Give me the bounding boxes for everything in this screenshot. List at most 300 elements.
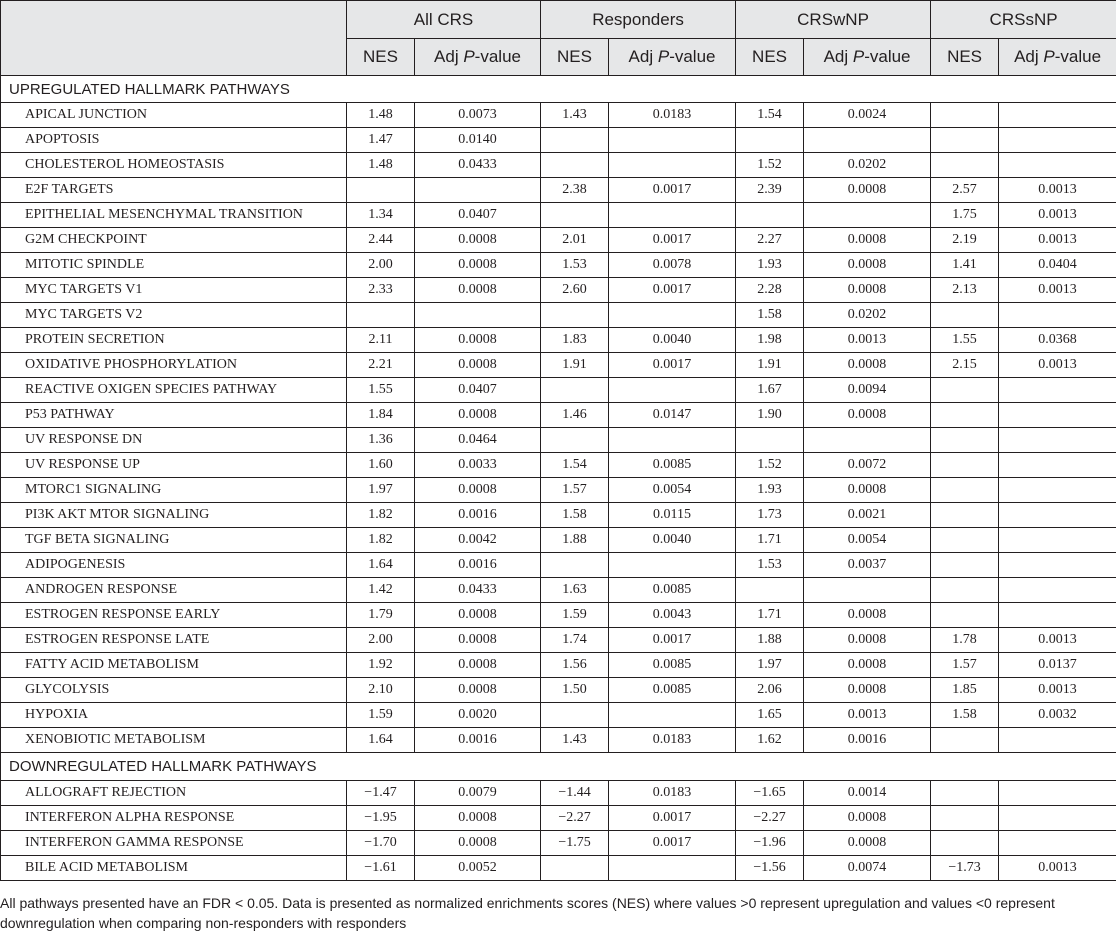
nes-cell — [931, 553, 999, 578]
adj-p-value-cell: 0.0008 — [415, 278, 541, 303]
adj-p-value-cell: 0.0013 — [999, 353, 1116, 378]
pathway-name: HYPOXIA — [1, 703, 347, 728]
pathway-name: CHOLESTEROL HOMEOSTASIS — [1, 153, 347, 178]
nes-cell — [736, 428, 804, 453]
nes-cell: 1.73 — [736, 503, 804, 528]
nes-cell — [931, 128, 999, 153]
adj-p-value-cell: 0.0016 — [415, 553, 541, 578]
group-header-crswnp: CRSwNP — [736, 1, 931, 39]
nes-cell: −2.27 — [736, 806, 804, 831]
adj-p-value-cell — [999, 578, 1116, 603]
adj-p-value-cell: 0.0013 — [999, 203, 1116, 228]
nes-cell: 1.53 — [736, 553, 804, 578]
table-row — [1, 628, 1116, 653]
nes-cell: 2.21 — [347, 353, 415, 378]
adj-p-value-cell — [609, 428, 736, 453]
nes-cell — [931, 478, 999, 503]
table-row — [1, 553, 1116, 578]
group-header-responders: Responders — [541, 1, 736, 39]
nes-cell — [931, 781, 999, 806]
adj-p-value-cell: 0.0017 — [609, 806, 736, 831]
adj-p-value-cell — [999, 528, 1116, 553]
pathway-name: APOPTOSIS — [1, 128, 347, 153]
pathway-name: EPITHELIAL MESENCHYMAL TRANSITION — [1, 203, 347, 228]
adj-p-value-cell: 0.0085 — [609, 578, 736, 603]
nes-cell: 1.88 — [541, 528, 609, 553]
nes-cell — [931, 153, 999, 178]
subheader-nes: NES — [541, 39, 609, 76]
adj-p-value-cell: 0.0008 — [415, 403, 541, 428]
subheader-adj-p-value — [999, 39, 1116, 76]
nes-cell: 2.44 — [347, 228, 415, 253]
nes-cell — [541, 703, 609, 728]
adj-p-value-cell: 0.0085 — [609, 653, 736, 678]
nes-cell: −1.73 — [931, 856, 999, 881]
adj-p-value-cell: 0.0079 — [415, 781, 541, 806]
subheader-adj-prefix: Adj — [823, 47, 853, 66]
adj-p-value-cell: 0.0013 — [999, 856, 1116, 881]
nes-cell: −2.27 — [541, 806, 609, 831]
adj-p-value-cell: 0.0183 — [609, 781, 736, 806]
nes-cell — [541, 553, 609, 578]
nes-cell — [347, 303, 415, 328]
nes-cell: −1.70 — [347, 831, 415, 856]
adj-p-value-cell: 0.0042 — [415, 528, 541, 553]
pathway-name: OXIDATIVE PHOSPHORYLATION — [1, 353, 347, 378]
adj-p-value-cell: 0.0013 — [999, 228, 1116, 253]
adj-p-value-cell: 0.0085 — [609, 453, 736, 478]
pathway-name: PI3K AKT MTOR SIGNALING — [1, 503, 347, 528]
subheader-adj-suffix: -value — [669, 47, 716, 66]
section-title: DOWNREGULATED HALLMARK PATHWAYS — [1, 753, 1116, 781]
pathway-name: E2F TARGETS — [1, 178, 347, 203]
adj-p-value-cell — [804, 203, 931, 228]
pathway-name: ALLOGRAFT REJECTION — [1, 781, 347, 806]
nes-cell: 1.82 — [347, 503, 415, 528]
subheader-adj-italic: P — [852, 47, 865, 66]
nes-cell: 1.63 — [541, 578, 609, 603]
nes-cell: 1.75 — [931, 203, 999, 228]
nes-cell: 1.58 — [931, 703, 999, 728]
table-row — [1, 103, 1116, 128]
nes-cell: 1.54 — [736, 103, 804, 128]
pathway-name: ESTROGEN RESPONSE LATE — [1, 628, 347, 653]
nes-cell: 2.11 — [347, 328, 415, 353]
nes-cell: 2.28 — [736, 278, 804, 303]
pathway-name: INTERFERON ALPHA RESPONSE — [1, 806, 347, 831]
adj-p-value-cell: 0.0052 — [415, 856, 541, 881]
section-header-row — [1, 76, 1116, 103]
adj-p-value-cell: 0.0073 — [415, 103, 541, 128]
nes-cell — [541, 856, 609, 881]
nes-cell: 2.27 — [736, 228, 804, 253]
adj-p-value-cell: 0.0140 — [415, 128, 541, 153]
adj-p-value-cell: 0.0016 — [415, 728, 541, 753]
adj-p-value-cell — [609, 203, 736, 228]
adj-p-value-cell: 0.0008 — [415, 678, 541, 703]
section-title: UPREGULATED HALLMARK PATHWAYS — [1, 76, 1116, 103]
adj-p-value-cell: 0.0016 — [415, 503, 541, 528]
adj-p-value-cell: 0.0040 — [609, 528, 736, 553]
adj-p-value-cell: 0.0464 — [415, 428, 541, 453]
nes-cell: 1.88 — [736, 628, 804, 653]
adj-p-value-cell: 0.0017 — [609, 228, 736, 253]
adj-p-value-cell: 0.0017 — [609, 178, 736, 203]
nes-cell: 1.71 — [736, 528, 804, 553]
nes-cell: 2.00 — [347, 253, 415, 278]
table-row — [1, 728, 1116, 753]
nes-cell: 1.48 — [347, 103, 415, 128]
nes-cell — [347, 178, 415, 203]
nes-cell — [931, 806, 999, 831]
subheader-adj-suffix: -value — [1054, 47, 1102, 66]
adj-p-value-cell — [999, 553, 1116, 578]
table-row — [1, 478, 1116, 503]
pathway-name: BILE ACID METABOLISM — [1, 856, 347, 881]
pathway-name: INTERFERON GAMMA RESPONSE — [1, 831, 347, 856]
adj-p-value-cell: 0.0054 — [804, 528, 931, 553]
adj-p-value-cell — [609, 303, 736, 328]
adj-p-value-cell: 0.0008 — [804, 603, 931, 628]
pathway-name: XENOBIOTIC METABOLISM — [1, 728, 347, 753]
pathway-name: TGF BETA SIGNALING — [1, 528, 347, 553]
nes-cell: −1.61 — [347, 856, 415, 881]
adj-p-value-cell: 0.0008 — [804, 353, 931, 378]
adj-p-value-cell: 0.0008 — [804, 228, 931, 253]
adj-p-value-cell: 0.0147 — [609, 403, 736, 428]
table-header — [1, 1, 1116, 76]
nes-cell — [541, 128, 609, 153]
nes-cell: 1.64 — [347, 553, 415, 578]
adj-p-value-cell: 0.0008 — [804, 278, 931, 303]
adj-p-value-cell — [999, 478, 1116, 503]
nes-cell — [931, 378, 999, 403]
adj-p-value-cell — [999, 781, 1116, 806]
subheader-adj-prefix: Adj — [434, 47, 464, 66]
nes-cell: 1.82 — [347, 528, 415, 553]
adj-p-value-cell — [609, 703, 736, 728]
nes-cell: 1.52 — [736, 453, 804, 478]
nes-cell: 2.57 — [931, 178, 999, 203]
adj-p-value-cell: 0.0017 — [609, 353, 736, 378]
nes-cell: 1.57 — [931, 653, 999, 678]
adj-p-value-cell: 0.0072 — [804, 453, 931, 478]
adj-p-value-cell: 0.0017 — [609, 628, 736, 653]
nes-cell: 1.65 — [736, 703, 804, 728]
adj-p-value-cell: 0.0008 — [415, 831, 541, 856]
table-row — [1, 278, 1116, 303]
nes-cell: 1.90 — [736, 403, 804, 428]
group-header-row — [1, 1, 1116, 39]
nes-cell: 2.15 — [931, 353, 999, 378]
adj-p-value-cell: 0.0037 — [804, 553, 931, 578]
adj-p-value-cell: 0.0404 — [999, 253, 1116, 278]
adj-p-value-cell: 0.0008 — [415, 806, 541, 831]
nes-cell — [931, 103, 999, 128]
nes-cell: 1.55 — [347, 378, 415, 403]
nes-cell: 1.92 — [347, 653, 415, 678]
pathway-name: FATTY ACID METABOLISM — [1, 653, 347, 678]
subheader-adj-italic: P — [463, 47, 475, 66]
subheader-nes: NES — [931, 39, 999, 76]
nes-cell: −1.75 — [541, 831, 609, 856]
nes-cell — [931, 403, 999, 428]
adj-p-value-cell: 0.0017 — [609, 831, 736, 856]
table-row — [1, 653, 1116, 678]
nes-cell: 1.74 — [541, 628, 609, 653]
nes-cell: 2.60 — [541, 278, 609, 303]
adj-p-value-cell: 0.0202 — [804, 153, 931, 178]
nes-cell: 1.97 — [347, 478, 415, 503]
nes-cell: 1.64 — [347, 728, 415, 753]
adj-p-value-cell — [999, 428, 1116, 453]
table-footnote: All pathways presented have an FDR < 0.05. Data is presented as normalized enrichments scores (NES) where values >0 represent upregulation and values <0 represent downregulation when comparing non-responders with responders — [0, 895, 1055, 931]
nes-cell: 2.10 — [347, 678, 415, 703]
nes-cell — [736, 128, 804, 153]
table-row — [1, 228, 1116, 253]
nes-cell: 2.06 — [736, 678, 804, 703]
adj-p-value-cell: 0.0013 — [804, 328, 931, 353]
nes-cell: 2.39 — [736, 178, 804, 203]
table-body — [1, 76, 1116, 881]
nes-cell: 1.62 — [736, 728, 804, 753]
adj-p-value-cell: 0.0085 — [609, 678, 736, 703]
adj-p-value-cell: 0.0433 — [415, 153, 541, 178]
adj-p-value-cell — [999, 128, 1116, 153]
nes-cell: 1.93 — [736, 478, 804, 503]
nes-cell — [931, 831, 999, 856]
nes-cell — [931, 303, 999, 328]
adj-p-value-cell: 0.0008 — [415, 653, 541, 678]
nes-cell — [931, 528, 999, 553]
pathway-name: ANDROGEN RESPONSE — [1, 578, 347, 603]
adj-p-value-cell: 0.0094 — [804, 378, 931, 403]
adj-p-value-cell — [804, 428, 931, 453]
subheader-adj-prefix: Adj — [628, 47, 658, 66]
nes-cell — [541, 203, 609, 228]
nes-cell: 1.52 — [736, 153, 804, 178]
table-row — [1, 128, 1116, 153]
subheader-adj-italic: P — [657, 47, 670, 66]
adj-p-value-cell: 0.0016 — [804, 728, 931, 753]
pathway-name: UV RESPONSE DN — [1, 428, 347, 453]
table-row — [1, 203, 1116, 228]
adj-p-value-cell: 0.0008 — [415, 328, 541, 353]
pathway-name: MYC TARGETS V2 — [1, 303, 347, 328]
adj-p-value-cell: 0.0008 — [415, 353, 541, 378]
table-row — [1, 781, 1116, 806]
nes-cell: 2.01 — [541, 228, 609, 253]
table-row — [1, 578, 1116, 603]
adj-p-value-cell — [999, 103, 1116, 128]
pathway-name: MTORC1 SIGNALING — [1, 478, 347, 503]
pathway-name: ADIPOGENESIS — [1, 553, 347, 578]
pathway-name: PROTEIN SECRETION — [1, 328, 347, 353]
nes-cell: 1.55 — [931, 328, 999, 353]
section-header-row — [1, 753, 1116, 781]
adj-p-value-cell: 0.0368 — [999, 328, 1116, 353]
pathway-name: P53 PATHWAY — [1, 403, 347, 428]
adj-p-value-cell: 0.0021 — [804, 503, 931, 528]
table-row — [1, 831, 1116, 856]
adj-p-value-cell: 0.0054 — [609, 478, 736, 503]
nes-cell: 1.58 — [541, 503, 609, 528]
nes-cell: 1.67 — [736, 378, 804, 403]
nes-cell: 1.56 — [541, 653, 609, 678]
adj-p-value-cell: 0.0008 — [804, 253, 931, 278]
nes-cell — [736, 203, 804, 228]
subheader-adj-p-value — [609, 39, 736, 76]
table-row — [1, 428, 1116, 453]
pathway-name: MYC TARGETS V1 — [1, 278, 347, 303]
adj-p-value-cell — [804, 578, 931, 603]
table-row — [1, 806, 1116, 831]
adj-p-value-cell — [609, 553, 736, 578]
adj-p-value-cell: 0.0008 — [804, 653, 931, 678]
adj-p-value-cell — [609, 153, 736, 178]
nes-cell — [931, 728, 999, 753]
adj-p-value-cell: 0.0008 — [415, 603, 541, 628]
table-row — [1, 603, 1116, 628]
adj-p-value-cell: 0.0137 — [999, 653, 1116, 678]
nes-cell: 1.53 — [541, 253, 609, 278]
nes-cell: −1.56 — [736, 856, 804, 881]
table-row — [1, 678, 1116, 703]
adj-p-value-cell: 0.0008 — [804, 403, 931, 428]
adj-p-value-cell — [999, 603, 1116, 628]
adj-p-value-cell: 0.0008 — [415, 478, 541, 503]
adj-p-value-cell: 0.0043 — [609, 603, 736, 628]
nes-cell: 2.38 — [541, 178, 609, 203]
adj-p-value-cell: 0.0017 — [609, 278, 736, 303]
adj-p-value-cell: 0.0008 — [415, 228, 541, 253]
nes-cell: 1.50 — [541, 678, 609, 703]
adj-p-value-cell: 0.0008 — [804, 478, 931, 503]
table-row — [1, 503, 1116, 528]
adj-p-value-cell: 0.0008 — [804, 678, 931, 703]
nes-cell: 1.93 — [736, 253, 804, 278]
adj-p-value-cell — [804, 128, 931, 153]
table-row — [1, 153, 1116, 178]
adj-p-value-cell: 0.0407 — [415, 378, 541, 403]
adj-p-value-cell: 0.0008 — [415, 253, 541, 278]
adj-p-value-cell: 0.0008 — [804, 831, 931, 856]
pathway-name: ESTROGEN RESPONSE EARLY — [1, 603, 347, 628]
nes-cell: 1.60 — [347, 453, 415, 478]
table-row — [1, 303, 1116, 328]
adj-p-value-cell — [415, 303, 541, 328]
adj-p-value-cell — [609, 378, 736, 403]
nes-cell: 1.85 — [931, 678, 999, 703]
adj-p-value-cell: 0.0078 — [609, 253, 736, 278]
nes-cell: −1.95 — [347, 806, 415, 831]
adj-p-value-cell — [999, 378, 1116, 403]
adj-p-value-cell: 0.0013 — [999, 678, 1116, 703]
adj-p-value-cell — [999, 403, 1116, 428]
adj-p-value-cell: 0.0183 — [609, 728, 736, 753]
nes-cell: 1.83 — [541, 328, 609, 353]
group-header-crssnp: CRSsNP — [931, 1, 1116, 39]
adj-p-value-cell: 0.0040 — [609, 328, 736, 353]
adj-p-value-cell: 0.0202 — [804, 303, 931, 328]
adj-p-value-cell — [999, 806, 1116, 831]
subheader-adj-italic: P — [1043, 47, 1055, 66]
subheader-adj-prefix: Adj — [1014, 47, 1044, 66]
subheader-adj-p-value — [415, 39, 541, 76]
nes-cell — [541, 378, 609, 403]
nes-cell: 2.13 — [931, 278, 999, 303]
nes-cell: 1.97 — [736, 653, 804, 678]
adj-p-value-cell: 0.0074 — [804, 856, 931, 881]
nes-cell — [931, 603, 999, 628]
nes-cell: 1.54 — [541, 453, 609, 478]
subheader-adj-suffix: -value — [474, 47, 521, 66]
nes-cell: 1.84 — [347, 403, 415, 428]
nes-cell — [541, 303, 609, 328]
nes-cell: 1.79 — [347, 603, 415, 628]
group-header-all-crs: All CRS — [347, 1, 541, 39]
nes-cell — [541, 428, 609, 453]
nes-cell: 1.43 — [541, 728, 609, 753]
adj-p-value-cell — [999, 831, 1116, 856]
nes-cell: −1.65 — [736, 781, 804, 806]
nes-cell: 1.47 — [347, 128, 415, 153]
adj-p-value-cell — [609, 856, 736, 881]
nes-cell: 1.98 — [736, 328, 804, 353]
adj-p-value-cell: 0.0024 — [804, 103, 931, 128]
adj-p-value-cell: 0.0407 — [415, 203, 541, 228]
adj-p-value-cell — [999, 453, 1116, 478]
adj-p-value-cell: 0.0013 — [999, 278, 1116, 303]
table-row — [1, 178, 1116, 203]
nes-cell: 2.00 — [347, 628, 415, 653]
adj-p-value-cell: 0.0033 — [415, 453, 541, 478]
subheader-adj-suffix: -value — [864, 47, 911, 66]
nes-cell: 1.43 — [541, 103, 609, 128]
subheader-adj-p-value — [804, 39, 931, 76]
nes-cell: 1.71 — [736, 603, 804, 628]
subheader-nes: NES — [736, 39, 804, 76]
nes-cell: 2.19 — [931, 228, 999, 253]
table-row — [1, 528, 1116, 553]
nes-cell: 1.36 — [347, 428, 415, 453]
nes-cell: 1.91 — [736, 353, 804, 378]
adj-p-value-cell: 0.0008 — [804, 628, 931, 653]
corner-cell — [1, 1, 347, 76]
nes-cell: 1.58 — [736, 303, 804, 328]
table-row — [1, 453, 1116, 478]
nes-cell — [931, 578, 999, 603]
pathway-name: REACTIVE OXIGEN SPECIES PATHWAY — [1, 378, 347, 403]
table-row — [1, 378, 1116, 403]
pathway-name: UV RESPONSE UP — [1, 453, 347, 478]
nes-cell: 1.48 — [347, 153, 415, 178]
table-row — [1, 253, 1116, 278]
adj-p-value-cell: 0.0020 — [415, 703, 541, 728]
adj-p-value-cell: 0.0032 — [999, 703, 1116, 728]
table-row — [1, 703, 1116, 728]
nes-cell: 1.59 — [347, 703, 415, 728]
nes-cell — [736, 578, 804, 603]
nes-cell: 1.59 — [541, 603, 609, 628]
adj-p-value-cell: 0.0008 — [804, 806, 931, 831]
nes-cell — [931, 453, 999, 478]
adj-p-value-cell: 0.0013 — [804, 703, 931, 728]
adj-p-value-cell — [609, 128, 736, 153]
adj-p-value-cell: 0.0013 — [999, 628, 1116, 653]
nes-cell: 1.57 — [541, 478, 609, 503]
nes-cell — [931, 428, 999, 453]
